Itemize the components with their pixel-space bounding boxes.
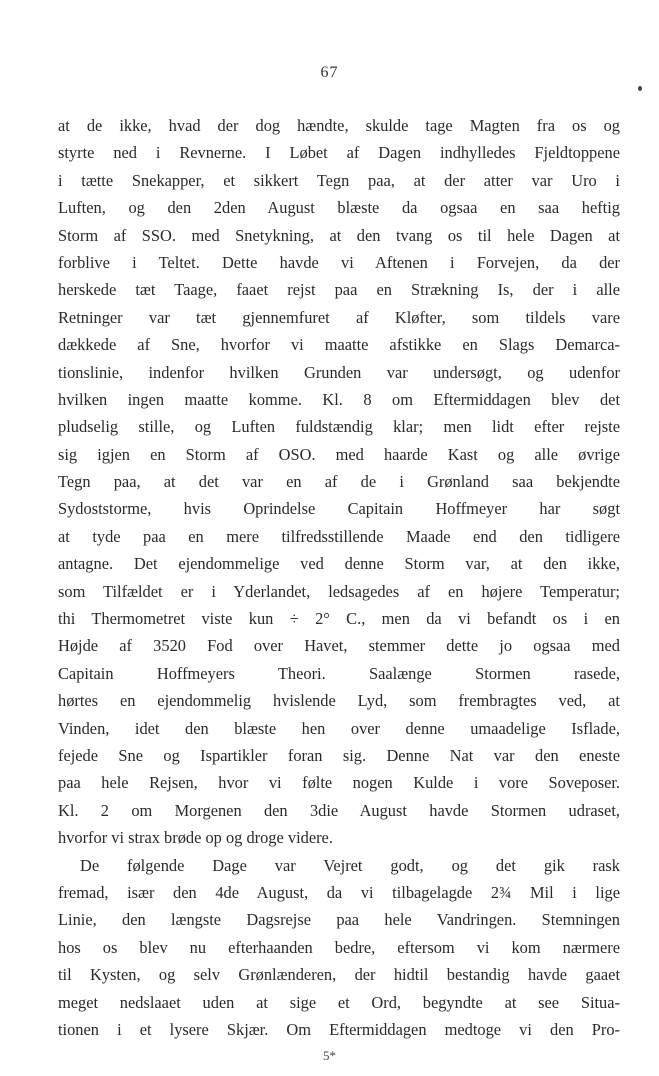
text-line-paragraph-end: hvorfor vi strax brøde op og droge videre. [58, 828, 333, 848]
text-line: at tyde paa en mere tilfredsstillende Maade end den tidligere [58, 526, 620, 546]
text-line-paragraph-start: De følgende Dage var Vejret godt, og det gik rask [80, 855, 620, 875]
text-line: herskede tæt Taage, faaet rejst paa en Strækning Is, der i alle [58, 280, 620, 300]
text-line: forblive i Teltet. Dette havde vi Aftenen i Forvejen, da der [58, 252, 620, 272]
text-line: tionslinie, indenfor hvilken Grunden var undersøgt, og udenfor [58, 362, 620, 382]
text-line: thi Thermometret viste kun ÷ 2° C., men da vi befandt os i en [58, 609, 620, 629]
text-line: hos os blev nu efterhaanden bedre, eftersom vi kom nærmere [58, 937, 620, 957]
text-line: paa hele Rejsen, hvor vi følte nogen Kulde i vore Soveposer. [58, 773, 620, 793]
text-line: Vinden, idet den blæste hen over denne umaadelige Isflade, [58, 718, 620, 738]
text-line: Kl. 2 om Morgenen den 3die August havde Stormen udraset, [58, 800, 620, 820]
text-line: som Tilfældet er i Yderlandet, ledsagedes af en højere Temperatur; [58, 581, 620, 601]
text-line: meget nedslaaet uden at sige et Ord, begyndte at see Situa- [58, 992, 620, 1012]
text-line: fremad, især den 4de August, da vi tilbagelagde 2¾ Mil i lige [58, 882, 620, 902]
text-line: hørtes en ejendommelig hvislende Lyd, som frembragtes ved, at [58, 691, 620, 711]
text-line: antagne. Det ejendommelige ved denne Storm var, at den ikke, [58, 554, 620, 574]
printer-signature-mark: 5* [323, 1048, 336, 1063]
body-text [58, 112, 620, 1043]
text-line: Linie, den længste Dagsrejse paa hele Vandringen. Stemningen [58, 910, 620, 930]
text-line: sig igjen en Storm af OSO. med haarde Kast og alle øvrige [58, 444, 620, 464]
text-line: pludselig stille, og Luften fuldstændig klar; men lidt efter rejste [58, 417, 620, 437]
text-line: dækkede af Sne, hvorfor vi maatte afstikke en Slags Demarca- [58, 335, 620, 355]
text-line: i tætte Snekapper, et sikkert Tegn paa, at der atter var Uro i [58, 170, 620, 190]
text-line: Storm af SSO. med Snetykning, at den tvang os til hele Dagen at [58, 225, 620, 245]
text-line: Højde af 3520 Fod over Havet, stemmer dette jo ogsaa med [58, 636, 620, 656]
text-line: fejede Sne og Ispartikler foran sig. Denne Nat var den eneste [58, 745, 620, 765]
page-number: 67 [320, 64, 339, 81]
text-line: at de ikke, hvad der dog hændte, skulde tage Magten fra os og [58, 116, 620, 135]
text-line: Tegn paa, at det var en af de i Grønland saa bekjendte [58, 472, 620, 492]
text-line: til Kysten, og selv Grønlænderen, der hidtil bestandig havde gaaet [58, 965, 620, 985]
text-line: tionen i et lysere Skjær. Om Eftermiddagen medtoge vi den Pro- [58, 1019, 620, 1039]
text-line: styrte ned i Revnerne. I Løbet af Dagen indhylledes Fjeldtoppene [58, 143, 620, 163]
text-line: Sydoststorme, hvis Oprindelse Capitain Hoffmeyer har søgt [58, 499, 620, 519]
text-line: Retninger var tæt gjennemfuret af Kløfter, som tildels vare [58, 307, 620, 327]
text-line: hvilken ingen maatte komme. Kl. 8 om Eftermiddagen blev det [58, 389, 620, 409]
text-line: Luften, og den 2den August blæste da ogsaa en saa heftig [58, 198, 620, 218]
ink-speck [638, 86, 642, 91]
text-line: Capitain Hoffmeyers Theori. Saalænge Stormen rasede, [58, 663, 620, 683]
